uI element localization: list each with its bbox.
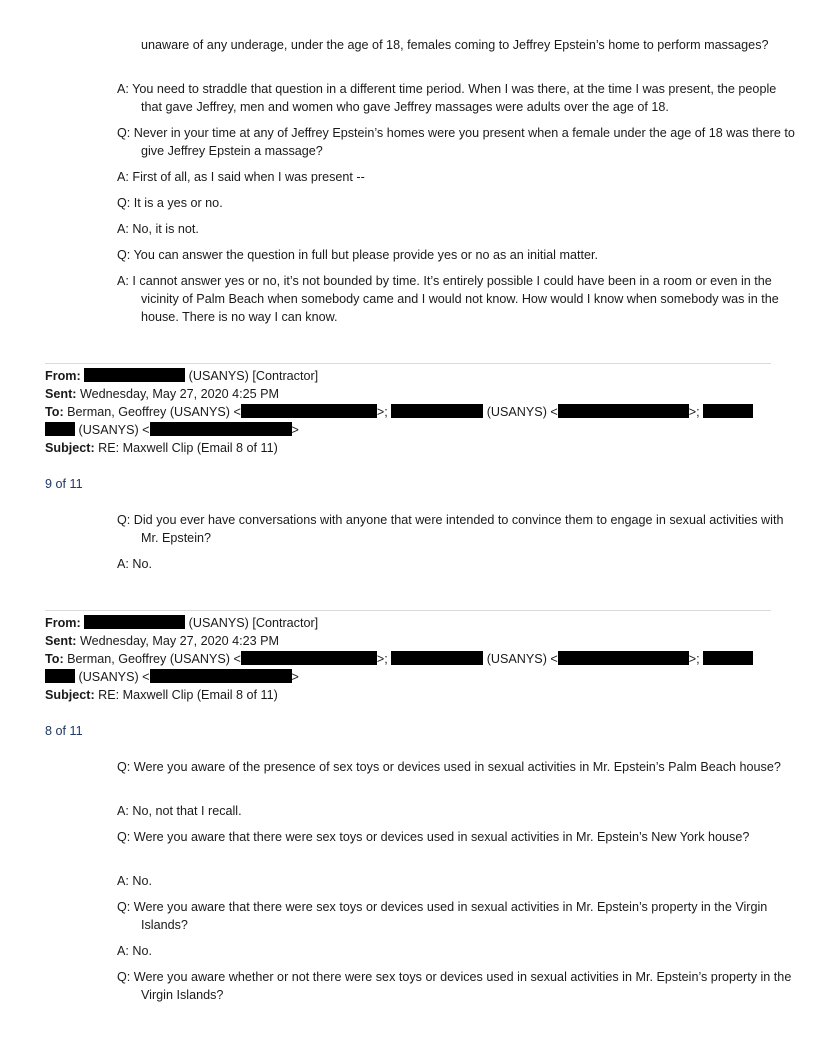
to-value: Berman, Geoffrey (USANYS) <	[63, 405, 241, 419]
redaction-block	[558, 404, 689, 418]
qa-answer: A: You need to straddle that question in a different time period. When I was there, at the time I was present, the people that gave Jeffrey, men and women who gave Jeffrey massages were adults over the age of 18.	[117, 82, 777, 114]
sent-value: Wednesday, May 27, 2020 4:25 PM	[76, 387, 280, 401]
email-divider	[45, 363, 771, 364]
email-to-line-2	[45, 668, 299, 686]
subject-label: Subject:	[45, 688, 95, 702]
to-separator: >	[291, 423, 299, 437]
redaction-block	[84, 368, 185, 382]
qa-question: Q: Never in your time at any of Jeffrey Epstein’s homes were you present when a female under the age of 18 was there to give Jeffrey Epstein a massage?	[117, 126, 795, 158]
sent-value: Wednesday, May 27, 2020 4:23 PM	[76, 634, 280, 648]
to-value: (USANYS) <	[75, 670, 150, 684]
to-separator: >;	[376, 652, 388, 666]
qa-answer: A: No, it is not.	[117, 222, 199, 236]
to-separator: >;	[688, 652, 700, 666]
redaction-block	[150, 422, 292, 436]
redaction-block	[703, 404, 753, 418]
sent-label: Sent:	[45, 387, 77, 401]
qa-question: Q: Did you ever have conversations with anyone that were intended to convince them to engage in sexual activities with Mr. Epstein?	[117, 513, 784, 545]
redaction-block	[84, 615, 185, 629]
from-label: From:	[45, 369, 81, 383]
email-subject-line	[45, 686, 278, 704]
redaction-block	[150, 669, 292, 683]
email-divider	[45, 610, 771, 611]
from-label: From:	[45, 616, 81, 630]
from-value: (USANYS) [Contractor]	[185, 616, 319, 630]
to-value: (USANYS) <	[75, 423, 150, 437]
redaction-block	[45, 669, 75, 683]
qa-question: Q: Were you aware that there were sex toys or devices used in sexual activities in Mr. Epstein’s New York house?	[117, 830, 750, 844]
to-value: (USANYS) <	[483, 652, 558, 666]
email-to-line	[45, 403, 753, 421]
to-separator: >;	[376, 405, 388, 419]
email-from-line	[45, 614, 318, 632]
qa-answer: A: I cannot answer yes or no, it’s not bounded by time. It’s entirely possible I could have been in a room or even in the vicinity of Palm Beach when somebody came and I would not know. How would I know when somebody was in the house. There is no way I can know.	[117, 274, 779, 324]
subject-value: RE: Maxwell Clip (Email 8 of 11)	[94, 688, 278, 702]
qa-question: Q: You can answer the question in full but please provide yes or no as an initial matter.	[117, 248, 598, 262]
to-separator: >;	[688, 405, 700, 419]
qa-answer: A: No.	[117, 557, 152, 571]
sent-label: Sent:	[45, 634, 77, 648]
email-sent-line	[45, 385, 279, 403]
email-from-line	[45, 367, 318, 385]
to-value: (USANYS) <	[483, 405, 558, 419]
continued-question: unaware of any underage, under the age of 18, females coming to Jeffrey Epstein’s home to perform massages?	[141, 38, 769, 52]
to-value: Berman, Geoffrey (USANYS) <	[63, 652, 241, 666]
email-subject-line	[45, 439, 278, 457]
subject-value: RE: Maxwell Clip (Email 8 of 11)	[94, 441, 278, 455]
qa-question: Q: It is a yes or no.	[117, 196, 223, 210]
qa-answer: A: No, not that I recall.	[117, 804, 242, 818]
redaction-block	[703, 651, 753, 665]
email-to-line-2	[45, 421, 299, 439]
redaction-block	[45, 422, 75, 436]
to-separator: >	[291, 670, 299, 684]
redaction-block	[241, 404, 377, 418]
email-count: 9 of 11	[45, 477, 83, 491]
to-label: To:	[45, 652, 64, 666]
redaction-block	[241, 651, 377, 665]
subject-label: Subject:	[45, 441, 95, 455]
qa-answer: A: First of all, as I said when I was present --	[117, 170, 365, 184]
email-sent-line	[45, 632, 279, 650]
to-label: To:	[45, 405, 64, 419]
redaction-block	[391, 651, 483, 665]
redaction-block	[391, 404, 483, 418]
qa-question: Q: Were you aware of the presence of sex toys or devices used in sexual activities in Mr. Epstein’s Palm Beach house?	[117, 760, 781, 774]
email-to-line	[45, 650, 753, 668]
qa-question: Q: Were you aware whether or not there were sex toys or devices used in sexual activities in Mr. Epstein’s property in the Virgin Islands?	[117, 970, 792, 1002]
qa-answer: A: No.	[117, 874, 152, 888]
from-value: (USANYS) [Contractor]	[185, 369, 319, 383]
qa-answer: A: No.	[117, 944, 152, 958]
redaction-block	[558, 651, 689, 665]
email-count: 8 of 11	[45, 724, 83, 738]
qa-question: Q: Were you aware that there were sex toys or devices used in sexual activities in Mr. Epstein’s property in the Virgin Islands?	[117, 900, 768, 932]
